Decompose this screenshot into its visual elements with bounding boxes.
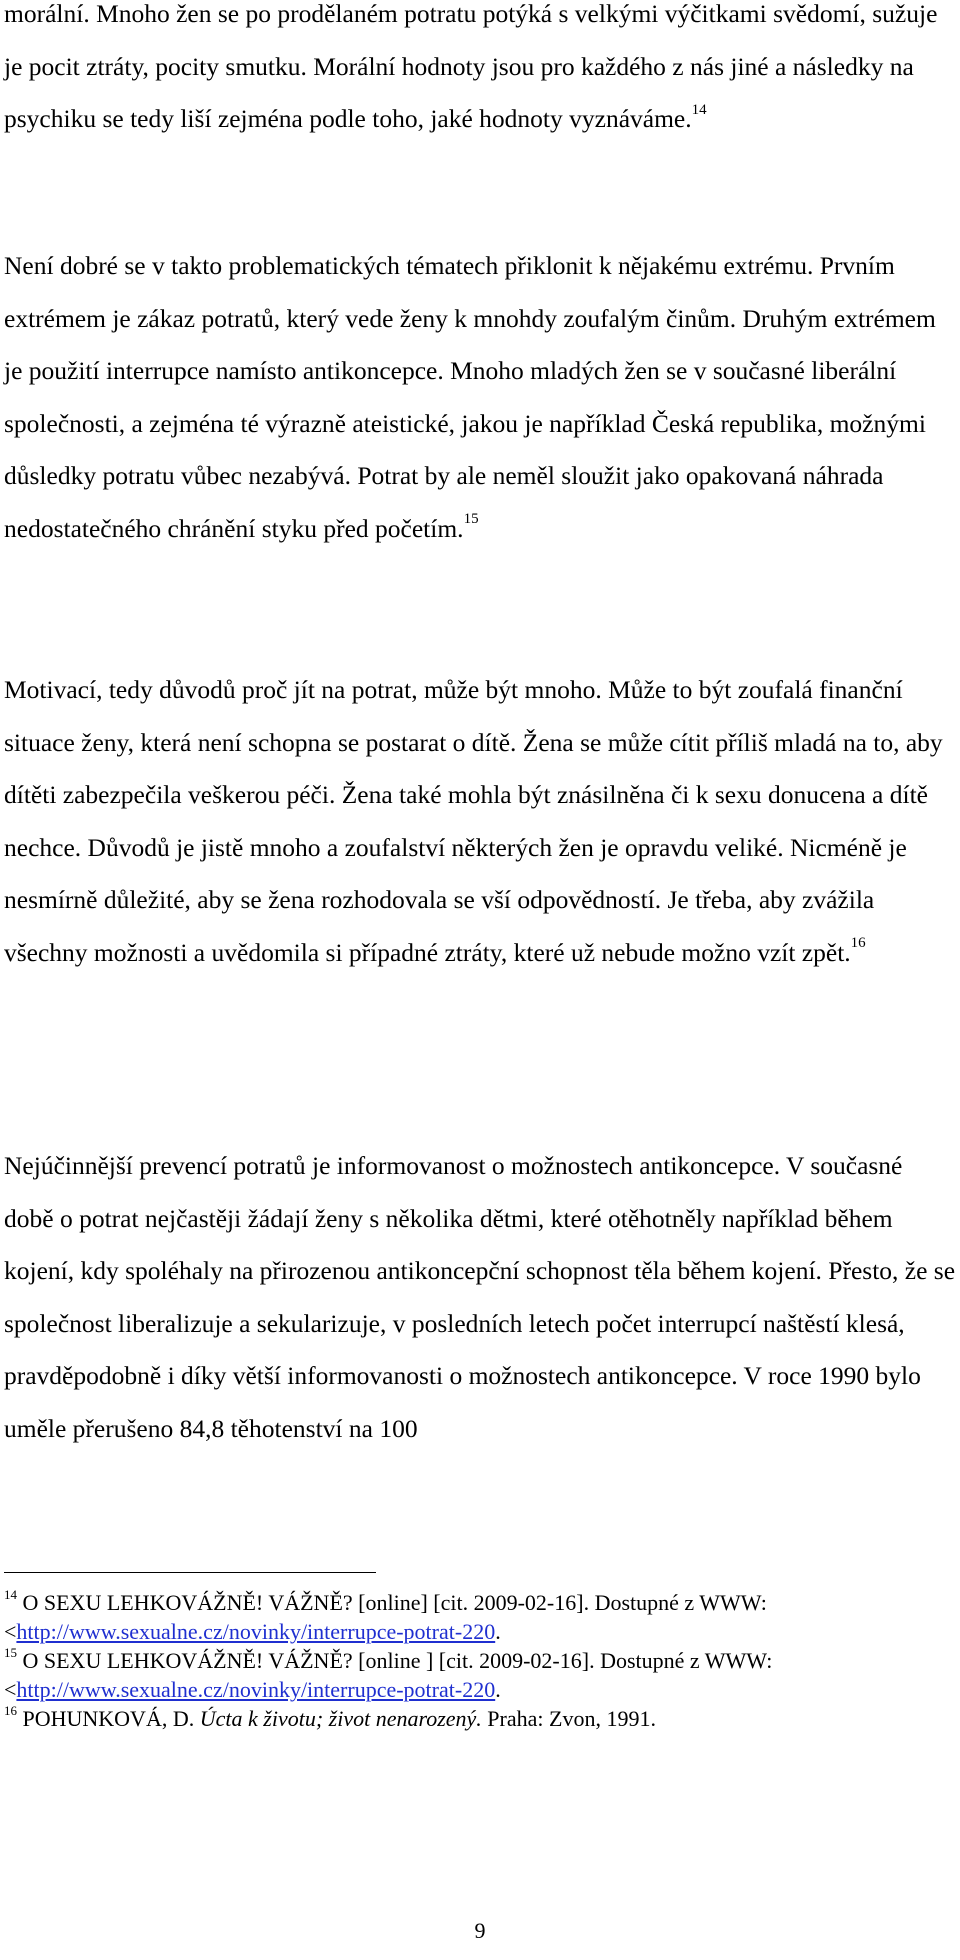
footnote-text: O SEXU LEHKOVÁŽNĚ! VÁŽNĚ? [online] [cit. 2009-02-16]. Dostupné z WWW: <box>17 1590 767 1615</box>
footnote-text-after: Praha: Zvon, 1991. <box>481 1706 656 1731</box>
footnote-book-title: Úcta k životu; život nenarozený. <box>199 1706 482 1731</box>
footnote-text: POHUNKOVÁ, D. <box>17 1706 200 1731</box>
footnote-ref-15[interactable]: 15 <box>463 511 479 528</box>
footnote-number: 14 <box>4 1586 17 1602</box>
paragraph-4-text: Nejúčinnější prevencí potratů je informovanost o možnostech antikoncepce. V současné době o potrat nejčastěji žádají ženy s několika dětmi, které otěhotněly například během kojení, kdy spoléhaly na přirozenou antikoncepční schopnost těla během kojení. Přesto, že se společnost liberalizuje a sekularizuje, v posledních letech počet interrupcí naštěstí klesá, pravděpodobně i díky větší informovanosti o možnostech antikoncepce. V roce 1990 bylo uměle přerušeno 84,8 těhotenství na 100 <box>4 1151 956 1443</box>
footnote-link[interactable]: http://www.sexualne.cz/novinky/interrupce-potrat-220 <box>16 1619 496 1644</box>
paragraph-1-text: morální. Mnoho žen se po prodělaném potratu potýká s velkými výčitkami svědomí, sužuje je pocit ztráty, pocity smutku. Morální hodnoty jsou pro každého z nás jiné a následky na psychiku se tedy liší zejména podle toho, jaké hodnoty vyznáváme. <box>4 0 938 134</box>
paragraph-2 <box>4 240 958 556</box>
footnote-number: 15 <box>4 1644 17 1660</box>
footnote-end: . <box>495 1619 501 1644</box>
footnote-16 <box>4 1704 954 1733</box>
footnote-ref-14[interactable]: 14 <box>691 101 707 118</box>
paragraph-1 <box>4 0 958 146</box>
footnote-separator <box>4 1572 376 1573</box>
footnote-14 <box>4 1588 954 1646</box>
paragraph-4 <box>4 1140 958 1456</box>
footnote-link[interactable]: http://www.sexualne.cz/novinky/interrupce-potrat-220 <box>16 1677 496 1702</box>
footnote-number: 16 <box>4 1702 17 1718</box>
footnote-text: O SEXU LEHKOVÁŽNĚ! VÁŽNĚ? [online ] [cit. 2009-02-16]. Dostupné z WWW: <box>17 1648 773 1673</box>
footnote-angle-bracket: < <box>4 1619 17 1644</box>
page-number: 9 <box>474 1918 486 1943</box>
footnote-15 <box>4 1646 954 1704</box>
footnote-end: . <box>495 1677 501 1702</box>
paragraph-3 <box>4 664 958 980</box>
paragraph-2-text: Není dobré se v takto problematických tématech přiklonit k nějakému extrému. Prvním extrémem je zákaz potratů, který vede ženy k mnohdy zoufalým činům. Druhým extrémem je použití interrupce namísto antikoncepce. Mnoho mladých žen se v současné liberální společnosti, a zejména té výrazně ateistické, jakou je například Česká republika, možnými důsledky potratu vůbec nezabývá. Potrat by ale neměl sloužit jako opakovaná náhrada nedostatečného chránění styku před početím. <box>4 251 936 543</box>
footnote-ref-16[interactable]: 16 <box>850 935 866 952</box>
paragraph-3-text: Motivací, tedy důvodů proč jít na potrat, může být mnoho. Může to být zoufalá finanční situace ženy, která není schopna se postarat o dítě. Žena se může cítit příliš mladá na to, aby dítěti zabezpečila veškerou péči. Žena také mohla být znásilněna či k sexu donucena a dítě nechce. Důvodů je jistě mnoho a zoufalství některých žen je opravdu veliké. Nicméně je nesmírně důležité, aby se žena rozhodovala se vší odpovědností. Je třeba, aby zvážila všechny možnosti a uvědomila si případné ztráty, které už nebude možno vzít zpět. <box>4 675 943 967</box>
footnote-angle-bracket: < <box>4 1677 17 1702</box>
